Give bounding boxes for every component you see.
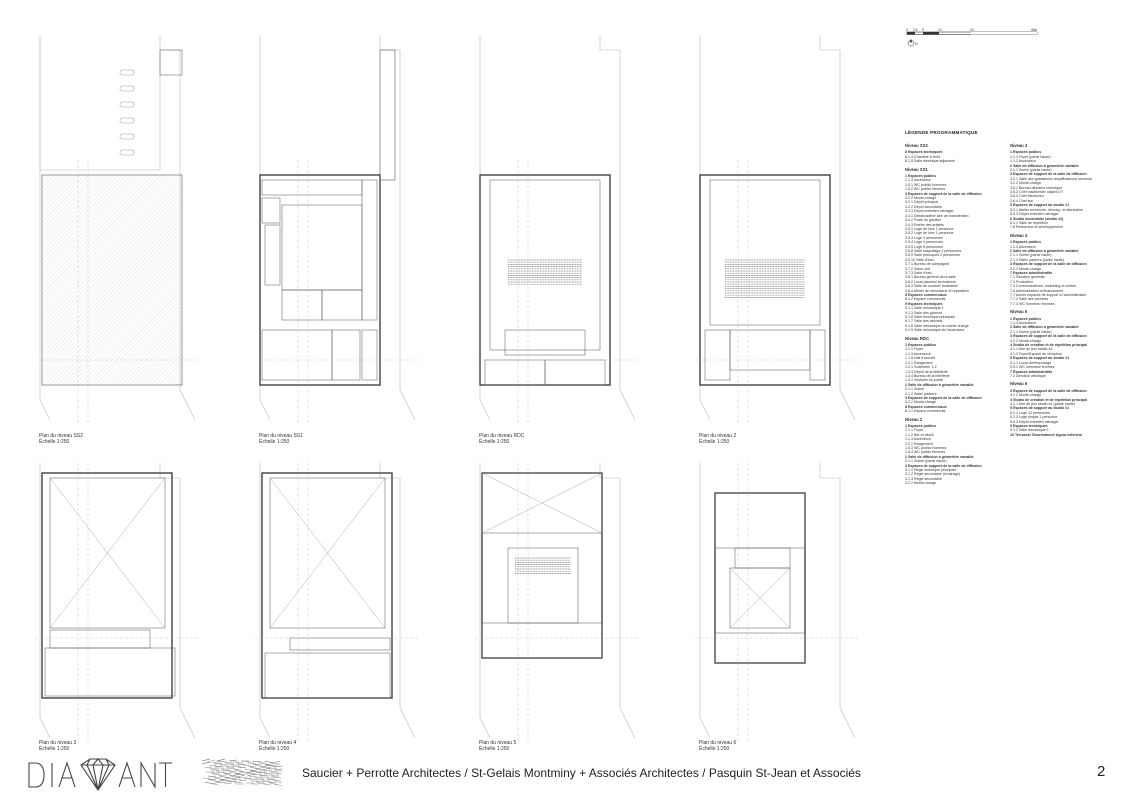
legend-title: LÉGENDE PROGRAMMATIQUE bbox=[905, 130, 978, 135]
legend-item: 3.6.3 Chef électricien bbox=[1010, 194, 1044, 199]
caption-rdc bbox=[479, 433, 524, 445]
caption-scale: Échelle 1:250 bbox=[259, 439, 290, 445]
legend-item: 3.4.3 Entrée des artistes bbox=[905, 222, 944, 227]
legend-level-heading: Niveau 4 bbox=[1010, 232, 1028, 238]
legend-item: 1.1.1 Foyer bbox=[905, 347, 924, 352]
scale-tick: 20 bbox=[970, 28, 974, 32]
legend-item: 3.4.1 Débarcadère/ aire de manutention bbox=[905, 213, 969, 218]
legend-item: 3.7.2 Salon vert bbox=[905, 266, 931, 271]
legend-level-heading: Niveau SS1 bbox=[905, 166, 928, 172]
legend-item: 1.4.1 Vestiaire du public bbox=[905, 378, 944, 383]
legend-item: 3.5.3 Loge 4 personnes bbox=[905, 235, 943, 240]
legend-column-2 bbox=[1010, 140, 1120, 437]
legend-item: 3.1.2 Régie secondaire (éclairage) bbox=[905, 472, 960, 477]
legend-item: 3.5.5 Loge 6 personnes bbox=[905, 244, 943, 249]
legend-item: 3.2.2 Monte-charge bbox=[1010, 266, 1042, 271]
legend-item: 1.5.1 WC public/ hommes bbox=[905, 182, 947, 187]
legend-item: 1.3.3 Dépôt de la billetterie bbox=[905, 369, 948, 374]
caption-title: Plan du niveau 6 bbox=[699, 740, 737, 746]
legend-item: 3.6.2 Chef machiniste/ adjoint DT bbox=[1010, 190, 1064, 195]
legend-item: 1.1.3 Ascenseur bbox=[905, 351, 931, 356]
legend-item: 7.2 Direction artistique bbox=[1010, 373, 1046, 378]
caption-scale: Échelle 1:250 bbox=[39, 439, 70, 445]
legend-item: 5.5.1 WC hommes/ femmes bbox=[1010, 365, 1055, 370]
scale-tick: 5 bbox=[922, 28, 924, 32]
legend-section: 2 Salle de diffusion à géométrie variable bbox=[905, 382, 974, 387]
legend-item: 3.2.2 Monte-charge bbox=[1010, 393, 1042, 398]
legend-item: 2.1.1 Scène bbox=[905, 387, 925, 392]
plan-rdc bbox=[470, 30, 645, 430]
legend-section: 2 Salle de diffusion à géométrie variable bbox=[905, 454, 974, 459]
legend-item: 3.5.10 Salle d'eau bbox=[905, 257, 934, 262]
legend-item: 3.8.3 Salle de couture/ buanderie bbox=[905, 284, 958, 289]
caption-scale: Échelle 1:250 bbox=[479, 439, 510, 445]
caption-title: Plan du niveau 2 bbox=[699, 433, 737, 439]
legend-section: 5 Espaces de support au studio #1 bbox=[1010, 356, 1070, 361]
legend-item: 5.2.1 Loge 12 personnes bbox=[1010, 410, 1050, 415]
legend-item: 3.8.2 Local placiers/ techniciens bbox=[905, 279, 956, 284]
legend-section: 1 Espaces publics bbox=[1010, 150, 1042, 155]
legend-item: 1.1.3 Ascenseur bbox=[905, 437, 931, 442]
plan-ss2 bbox=[30, 30, 205, 430]
legend-section: 6 Studio secondaire (studio #2) bbox=[1010, 216, 1064, 221]
legend-item: 1.1.2 Bar et dépôt bbox=[905, 432, 934, 437]
legend-item: 3.7.3 Salle d'eau bbox=[905, 270, 932, 275]
legend-item: 9.1.7 Salle des déchets bbox=[905, 319, 943, 324]
legend-item: 2.1.1 Scène (partie haute) bbox=[1010, 253, 1052, 258]
legend-item: 9.1.8 Salle mécanique du monte-charge bbox=[905, 323, 969, 328]
legend-section: 2 Salle de diffusion à géométrie variable bbox=[1010, 163, 1079, 168]
north-label: N bbox=[915, 42, 918, 46]
legend-item: 3.6.4 Chef son bbox=[1010, 198, 1034, 203]
diamant-logo bbox=[27, 757, 172, 791]
legend-item: 3.1.1 Régie technique principale bbox=[905, 468, 957, 473]
legend-item: 9.1.2 Salle mécanique 2 bbox=[1010, 428, 1049, 433]
legend-item: 1.2.1 Guichetier 1-2 bbox=[905, 365, 937, 370]
caption-title: Plan du niveau 3 bbox=[39, 740, 77, 746]
legend-item: 1.5.4 WC public/ femmes bbox=[905, 450, 946, 455]
scale-tick: 40m bbox=[1031, 28, 1038, 32]
legend-item: 3.5.4 Loge 4 personnes bbox=[905, 240, 943, 245]
caption-title: Plan du niveau RDC bbox=[479, 433, 525, 439]
scale-tick: 0 bbox=[906, 28, 908, 32]
caption-niveau-4 bbox=[259, 740, 296, 752]
legend-item: 5.1.1 Local d'entreposage bbox=[1010, 360, 1052, 365]
caption-niveau-6 bbox=[699, 740, 736, 752]
legend-item: 1.5.2 WC public/ femmes bbox=[905, 187, 946, 192]
legend-section: 1 Espaces publics bbox=[1010, 316, 1042, 321]
legend-item: 5.5.3 Dépôt entretien ménager bbox=[1010, 419, 1059, 424]
legend-item: 7.6 Administration et financement bbox=[1010, 288, 1064, 293]
legend-item: 7.7.3 WC hommes/ femmes bbox=[1010, 301, 1055, 306]
legend-item: 3.2.2 Monte-charge bbox=[905, 400, 937, 405]
legend-item: 3.2.2 Dépôt secondaire bbox=[905, 204, 943, 209]
legend-section: 3 Espaces de support de la salle de diffusion bbox=[1010, 388, 1087, 393]
caption-title: Plan du niveau 5 bbox=[479, 740, 517, 746]
plan-niveau-6 bbox=[690, 458, 865, 748]
legend-section: 9 Espaces techniques bbox=[905, 301, 943, 306]
plan-niveau-4 bbox=[250, 458, 425, 748]
legend-item: 3.5.9 Salle perruques 2 personnes bbox=[905, 253, 960, 258]
legend-section: 3 Espaces de support de la salle de diffusion bbox=[1010, 334, 1087, 339]
legend-section: 4 Studio de création et de répétition principal bbox=[1010, 397, 1088, 402]
caption-scale: Échelle 1:250 bbox=[479, 746, 510, 752]
legend-level-heading: Niveau SS2 bbox=[905, 143, 928, 148]
caption-niveau-3 bbox=[39, 740, 76, 752]
legend-level-heading: Niveau RDC bbox=[905, 335, 929, 341]
legend-item: 3.8.1 Bureau général de la salle bbox=[905, 275, 956, 280]
legend-section: 5 Espaces de support au studio #1 bbox=[1010, 203, 1070, 208]
legend-item: 4.1.1 Aire de jeu/ studio #1 (partie haute) bbox=[1010, 401, 1075, 406]
legend-item: 1.1.1 Foyer (partie haute) bbox=[1010, 154, 1051, 159]
sketch-image bbox=[202, 758, 282, 788]
caption-niveau-2 bbox=[699, 433, 736, 445]
legend-level-heading: Niveau 2 bbox=[905, 416, 923, 422]
legend-section: 3 Espaces de support de la salle de diffusion bbox=[905, 191, 982, 196]
legend-item: 3.2.1 Salle des gradateurs/ amplificateurs/ serveurs bbox=[1010, 176, 1092, 181]
legend-section: 1 Espaces publics bbox=[905, 174, 937, 179]
legend-item: 3.8.4 Atelier de menuiserie et réparation bbox=[905, 288, 969, 293]
legend-item: 5.3.1 Atelier recherche, dévelop. et fabrication bbox=[1010, 207, 1084, 212]
legend-item: 8.1.5 Salle électrique adjacente bbox=[905, 159, 956, 164]
legend-item: 3.1.3 Régie secondaire bbox=[905, 476, 942, 481]
plan-niveau-5 bbox=[470, 458, 645, 748]
legend-item: 9.1.1 Salle mécanique 1 bbox=[905, 306, 944, 311]
legend-item: 3.5.1 Loge de luxe 1 personne bbox=[905, 226, 954, 231]
legend-item: 9.1.6 Salle électrique principale bbox=[905, 315, 955, 320]
legend-item: 3.2.1 Dépôt principal bbox=[905, 200, 938, 205]
caption-scale: Échelle 1:250 bbox=[699, 439, 730, 445]
legend-item: 3.2.3 Dépôt entretien ménager bbox=[905, 209, 954, 214]
legend-item: 7.4 Communications, marketing et ventes bbox=[1010, 284, 1077, 289]
scale-tick: 2.5 bbox=[913, 28, 918, 32]
legend-item: 1.1.5 Hall d'accueil bbox=[905, 356, 936, 361]
legend-section: 3 Espaces de support de la salle de diffusion bbox=[905, 395, 982, 400]
legend-level-heading: Niveau 6 bbox=[1010, 381, 1028, 387]
credits-text: Saucier + Perrotte Architectes / St-Gelais Montminy + Associés Architectes / Pasquin St-Jean et Associés bbox=[302, 766, 861, 780]
legend-item: 3.4.2 Poste du gardien bbox=[905, 218, 942, 223]
caption-scale: Échelle 1:250 bbox=[699, 746, 730, 752]
legend-item: 1.2.1 Rangement bbox=[905, 441, 933, 446]
caption-scale: Échelle 1:250 bbox=[39, 746, 70, 752]
legend-section: 8 Espaces techniques bbox=[905, 150, 943, 155]
legend-item: 7.6 Recherche et développement bbox=[1010, 225, 1063, 230]
legend-item: 2.1.1 Scène (partie haute) bbox=[1010, 329, 1052, 334]
legend-item: 3.2.2 Monte-charge bbox=[1010, 181, 1042, 186]
legend-item: 5.5.3 Dépôt entretien ménager bbox=[1010, 212, 1059, 217]
legend-level-heading: Niveau 3 bbox=[1010, 143, 1028, 148]
legend-item: 1.5.3 WC public/ hommes bbox=[905, 446, 947, 450]
legend-item: 4.1.1 Aire de jeu/ studio #1 bbox=[1010, 347, 1053, 352]
caption-ss2 bbox=[39, 433, 83, 445]
legend-item: 3.2.2 Monte-charge bbox=[1010, 338, 1042, 343]
legend-item: 1.3.4 Bureau de la billetterie bbox=[905, 373, 950, 378]
legend-section: 4 Studio de création et de répétition principal bbox=[1010, 343, 1088, 348]
legend-section: 3 Espaces de support de la salle de diffusion bbox=[1010, 172, 1087, 177]
legend-section: 5 Espaces de support au studio #1 bbox=[1010, 406, 1070, 411]
legend-item: 3.5.2 Loge de luxe 1 personne bbox=[905, 231, 954, 236]
legend-section: 3 Espaces de support de la salle de diffusion bbox=[905, 463, 982, 468]
legend-item: 3.6.1 Bureau directeur technique bbox=[1010, 185, 1063, 190]
legend-item: 8.1.2 Espace commercial bbox=[905, 297, 946, 302]
legend-section: 3 Espaces de support de la salle de diffusion bbox=[1010, 262, 1087, 267]
caption-title: Plan du niveau SS1 bbox=[259, 433, 303, 439]
page-number: 2 bbox=[1097, 763, 1106, 780]
legend-section: 1 Espaces publics bbox=[905, 343, 937, 348]
legend-item: 3.2.2 Monte-charge bbox=[905, 196, 937, 201]
legend-item: 3.5.8 Salle maquillage 2 personnes bbox=[905, 248, 962, 253]
legend-item: 4.1.2 Foyer/Espace de réception bbox=[1010, 351, 1062, 356]
legend-level-heading: Niveau 5 bbox=[1010, 309, 1028, 315]
legend-item: 7.3 Production bbox=[1010, 279, 1034, 284]
legend-item: 1.1.3 Ascenseur bbox=[905, 178, 931, 183]
legend-section: 1 Espaces publics bbox=[1010, 240, 1042, 245]
legend-item: 2.1.2 Salle/ parterre (partie haute) bbox=[1010, 257, 1064, 262]
legend-item: 1.1.1 Foyer bbox=[905, 428, 924, 433]
scale-bar bbox=[905, 28, 1045, 50]
caption-scale: Échelle 1:250 bbox=[259, 746, 290, 752]
legend-item: 1.1.3 Ascenseur bbox=[1010, 321, 1036, 326]
legend-item: 9.1.3 Salle des gicleurs bbox=[905, 310, 943, 315]
legend-section: 10 Terrasse/ Observatoire/ Agora extérieur bbox=[1010, 432, 1083, 437]
legend-section: 8 Espaces commerciaux bbox=[905, 404, 947, 409]
legend-section: 1 Espaces publics bbox=[905, 423, 937, 428]
legend-section: 2 Salle de diffusion à géométrie variable bbox=[1010, 325, 1079, 330]
plan-ss1 bbox=[250, 30, 425, 430]
legend-item: 1.2.1 Rangement bbox=[905, 360, 933, 365]
legend-section: 9 Espaces techniques bbox=[1010, 423, 1048, 428]
plan-niveau-3 bbox=[30, 458, 205, 748]
north-arrow-icon bbox=[908, 39, 914, 46]
legend-item: 8.1.4 Chambre à froid bbox=[905, 154, 940, 159]
legend-item: 7.1 Direction générale bbox=[1010, 275, 1046, 280]
legend-item: 6.1.1 Salle de répétition bbox=[1010, 220, 1048, 225]
scale-tick: 10 bbox=[938, 28, 942, 32]
legend-section: 7 Espaces administratifs bbox=[1010, 369, 1053, 374]
legend-item: 7.7.2 Salle des archives bbox=[1010, 297, 1049, 302]
caption-ss1 bbox=[259, 433, 303, 445]
legend-section: 2 Salle de diffusion à géométrie variable bbox=[1010, 248, 1079, 253]
legend-item: 1.1.3 Ascenseur bbox=[1010, 244, 1036, 249]
caption-niveau-5 bbox=[479, 740, 516, 752]
legend-item: 9.1.9 Salle mécanique de l'ascenseur bbox=[905, 328, 965, 333]
legend-item: 2.1.2 Salle/ parterre bbox=[905, 391, 937, 396]
plan-niveau-2 bbox=[690, 30, 865, 430]
legend-item: 3.7.1 Bureau de compagnie bbox=[905, 262, 950, 267]
legend-item: 7.7 Autres espaces de support à l'administration bbox=[1010, 293, 1087, 297]
legend-item: 5.2.2 Loge simple 1 personne bbox=[1010, 415, 1058, 420]
legend-item: 8.1.1 Espace commercial bbox=[905, 409, 946, 414]
legend-column-1 bbox=[905, 140, 1007, 486]
caption-title: Plan du niveau SS2 bbox=[39, 433, 83, 439]
legend-item: 1.1.3 Ascenseur bbox=[1010, 159, 1036, 164]
legend-section: 8 Espaces commerciaux bbox=[905, 293, 947, 297]
legend-item: 3.2.2 Monte-charge bbox=[905, 481, 937, 486]
legend-item: 2.1.1 Scène (partie haute) bbox=[1010, 168, 1052, 173]
legend-item: 2.1.1 Scène (partie haute) bbox=[905, 459, 947, 464]
caption-title: Plan du niveau 4 bbox=[259, 740, 297, 746]
legend-section: 7 Espaces administratifs bbox=[1010, 270, 1053, 275]
